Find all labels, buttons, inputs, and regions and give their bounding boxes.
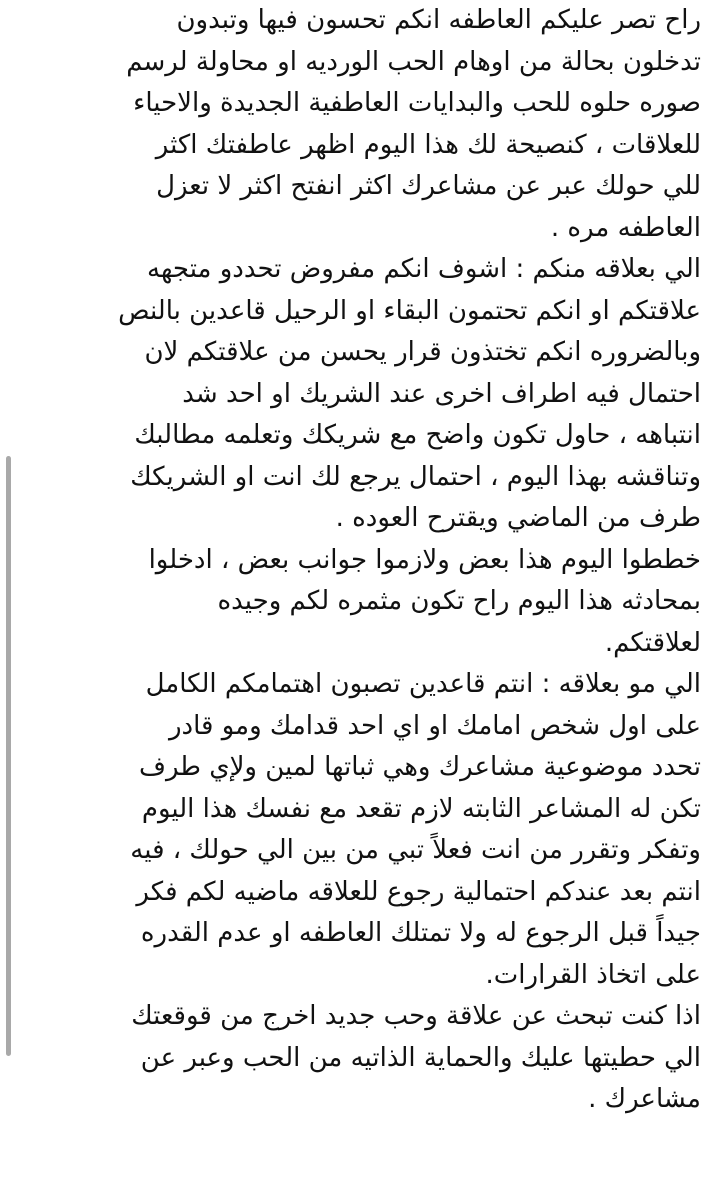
text-line: علاقتكم او انكم تحتمون البقاء او الرحيل قاعدين بالنص — [118, 295, 701, 326]
text-line: انتم بعد عندكم احتمالية رجوع للعلاقه ماضيه لكم فكر — [136, 876, 701, 907]
text-line: طرف من الماضي ويقترح العوده . — [335, 503, 701, 533]
text-line: على اول شخص امامك او اي احد قدامك ومو قادر — [168, 710, 701, 741]
text-line: وبالضروره انكم تختذون قرار يحسن من علاقتكم لان — [144, 337, 701, 367]
text-line: انتباهه ، حاول تكون واضح مع شريكك وتعلمه مطالبك — [134, 420, 701, 450]
text-line: للي حولك عبر عن مشاعرك اكثر انفتح اكثر لا تعزل — [156, 171, 701, 201]
text-line: جيداً قبل الرجوع له ولا تمتلك العاطفه او عدم القدره — [140, 918, 701, 948]
text-line: وتناقشه بهذا اليوم ، احتمال يرجع لك انت او الشريكك — [130, 461, 701, 492]
text-line: الي حطيتها عليك والحماية الذاتيه من الحب وعبر عن — [140, 1042, 701, 1073]
text-line: خططوا اليوم هذا بعض ولازموا جوانب بعض ، ادخلوا — [148, 544, 701, 575]
vertical-scrollbar[interactable] — [6, 456, 11, 1056]
text-line: راح تصر عليكم العاطفه انكم تحسون فيها وتبدون — [176, 5, 701, 35]
text-line: لعلاقتكم. — [604, 627, 701, 658]
text-line: الي بعلاقه منكم : اشوف انكم مفروض تحددو متجهه — [147, 254, 701, 284]
text-line: بمحادثه هذا اليوم راح تكون مثمره لكم وجيده — [217, 586, 701, 616]
text-line: تكن له المشاعر الثابته لازم تقعد مع نفسك هذا اليوم — [141, 793, 701, 824]
text-line: احتمال فيه اطراف اخرى عند الشريك او احد شد — [182, 378, 701, 409]
text-line: العاطفه مره . — [550, 212, 701, 243]
text-line: تدخلون بحالة من اوهام الحب الورديه او محاولة لرسم — [126, 46, 701, 77]
text-line: تحدد موضوعية مشاعرك وهي ثباتها لمين ولإي طرف — [139, 752, 701, 782]
text-line: مشاعرك . — [588, 1084, 701, 1114]
text-line: للعلاقات ، كنصيحة لك هذا اليوم اظهر عاطفتك اكثر — [155, 129, 701, 160]
text-line: صوره حلوه للحب والبدايات العاطفية الجديدة والاحياء — [133, 88, 701, 118]
text-line: على اتخاذ القرارات. — [485, 959, 701, 990]
text-line: اذا كنت تبحث عن علاقة وحب جديد اخرج من قوقعتك — [131, 1001, 701, 1031]
text-line: وتفكر وتقرر من انت فعلاً تبي من بين الي حولك ، فيه — [130, 835, 701, 865]
document-text — [22, 0, 701, 1121]
text-line: الي مو بعلاقه : انتم قاعدين تصبون اهتمامكم الكامل — [145, 669, 701, 699]
